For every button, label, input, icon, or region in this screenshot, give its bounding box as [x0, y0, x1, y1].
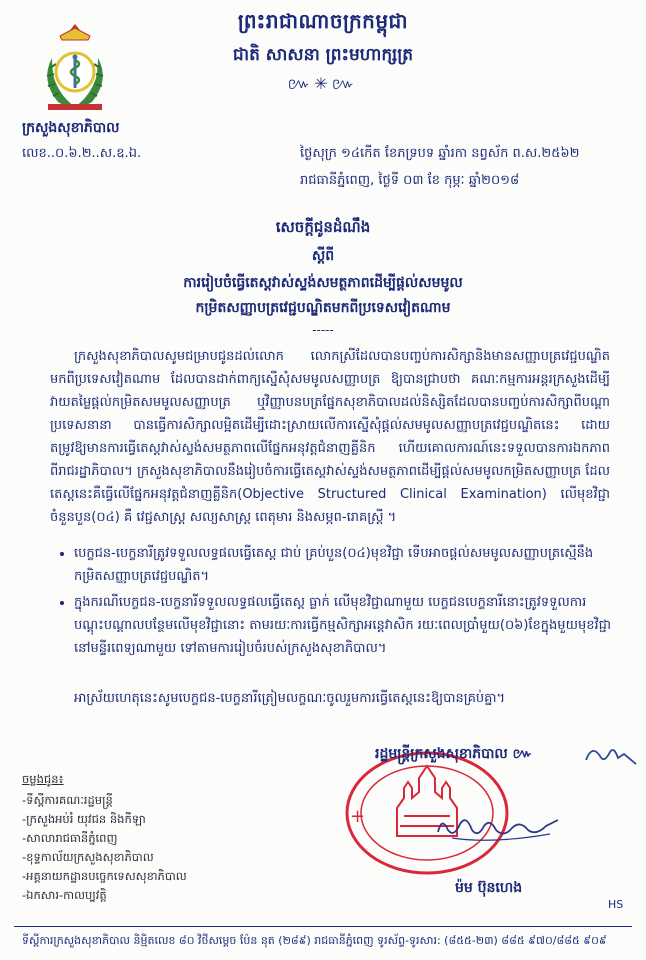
ornament: ៚✳៚	[287, 74, 359, 93]
signer-title	[375, 744, 532, 765]
list-item: -ទីស្តីការគណៈរដ្ឋមន្ត្រី	[22, 793, 113, 807]
ministry-emblem-icon	[30, 18, 120, 118]
list-item: -ក្រសួងអប់រំ យុវជន និងកីឡា	[22, 812, 146, 826]
lunar-date: ថ្ងៃសុក្រ ១៤កើត ខែភទ្របទ ឆ្នាំរកា នព្វស័ក ព.ស.២៥៦២	[300, 146, 580, 161]
kingdom-title: ព្រះរាជាណាចក្រកម្ពុជា	[237, 9, 409, 33]
list-item: • ក្នុងករណីបេក្ខជន-បេក្ខនារីទទួលលទ្ធផលធ្វើតេស្ត ធ្លាក់ លើមុខវិជ្ជាណាមួយ បេក្ខជនបេក្ខនារីនោះត្រូវទទួលការបណ្តុះបណ្តាលបន្ថែមលើមុខវិជ្ជានោះ តាមរយៈការធ្វើកម្មសិក្សាអន្តេវាសិក រយៈពេលប្រាំមួយ(០៦)ខែក្នុងមួយមុខវិជ្ជានៅមន្ទីរពេទ្យណាមួយ ទៅតាមការរៀបចំរបស់ក្រសួងសុខាភិបាល។	[74, 591, 615, 660]
copy-to-list	[22, 770, 187, 905]
signer-name: ម៉ម ប៊ុនហេង	[455, 880, 523, 896]
handwritten-initials: HS	[608, 898, 624, 911]
reference-number: លេខ..០.៦.២..ស.ឧ.ឯ.	[22, 146, 142, 161]
initial-signature	[580, 742, 640, 768]
ministry-logo	[30, 18, 120, 118]
signature-mark-icon	[580, 742, 640, 768]
notice-body	[50, 345, 610, 529]
body-paragraph: ក្រសួងសុខាភិបាលសូមជម្រាបជូនដល់លោក លោកស្រីដែលបានបញ្ចប់ការសិក្សានិងមានសញ្ញាបត្រវេជ្ជបណ្ឌិតមកពីប្រទេសវៀតណាម ដែលបានដាក់ពាក្យស្នើសុំសមមូលសញ្ញាបត្រ ឱ្យបានជ្រាបថា គណៈកម្មការអន្តរក្រសួងដើម្បីវាយតម្លៃផ្តល់កម្រិតសមមូលសញ្ញាបត្រ ឬវិញ្ញាបនបត្រផ្នែកសុខាភិបាលដល់និស្សិតដែលបានបញ្ចប់ការសិក្សាពីបណ្តាប្រទេសនានា បានធ្វើការសិក្សាលម្អិតដើម្បីដោះស្រាយលើការស្នើសុំផ្តល់សមមូលសញ្ញាបត្រវេជ្ជបណ្ឌិតនេះ ដោយតម្រូវឱ្យមានការធ្វើតេស្តវាស់ស្ទង់សមត្ថភាពលើផ្នែកអនុវត្តជំនាញគ្លីនិក ហើយគោលការណ៍នេះទទួលបានការឯកភាពពីរាជរដ្ឋាភិបាល។ ក្រសួងសុខាភិបាលនឹងរៀបចំការធ្វើតេស្តវាស់ស្ទង់សមត្ថភាពដើម្បីផ្តល់សមមូលកម្រិតសញ្ញាបត្រ ដែលតេស្តនេះគឺធ្វើលើផ្នែកអនុវត្តជំនាញគ្លីនិក(Objective Structured Clinical Examination) លើមុខវិជ្ជាចំនួនបួន(០៤) គឺ វេជ្ជសាស្ត្រ សល្យសាស្ត្រ ពេតុមារ និងសម្ភព-រោគស្ត្រី ។	[50, 349, 610, 525]
minister-signature	[432, 808, 572, 848]
signature-icon	[432, 808, 572, 848]
subject-line-1: ការរៀបចំធ្វើតេស្តវាស់ស្ទង់សមត្ថភាពដើម្បីផ្តល់សមមូល	[183, 275, 463, 291]
national-motto: ជាតិ សាសនា ព្រះមហាក្សត្រ	[232, 45, 414, 65]
footer-divider	[14, 926, 632, 927]
closing-sentence: អាស្រ័យហេតុនេះសូមបេក្ខជន-បេក្ខនារីត្រៀមលក្ខណៈចូលរួមការធ្វើតេស្តនេះឱ្យបានគ្រប់គ្នា។	[74, 691, 506, 706]
copy-to-heading: ចម្លងជូន៖	[22, 772, 64, 786]
notice-heading: សេចក្តីជូនដំណឹង	[275, 218, 371, 236]
title-divider: -----	[312, 323, 334, 337]
subject-label: ស្តីពី	[311, 248, 335, 264]
ministry-name: ក្រសួងសុខាភិបាល	[22, 120, 120, 136]
signer-mark: ៚	[512, 746, 533, 762]
list-item: -ឯកសារ-កាលប្បវត្តិ	[22, 888, 107, 902]
signer-title-text: រដ្ឋមន្ត្រីក្រសួងសុខាភិបាល	[375, 746, 508, 762]
document-title	[40, 218, 606, 337]
place-and-date: រាជធានីភ្នំពេញ, ថ្ងៃទី ០៣ ខែ កុម្ភៈ ឆ្នាំ២០១៨	[300, 173, 520, 188]
subject-line-2: កម្រិតសញ្ញាបត្រវេជ្ជបណ្ឌិតមកពីប្រទេសវៀតណាម	[195, 300, 451, 316]
conditions-list	[50, 542, 615, 663]
list-item: -សាលារាជធានីភ្នំពេញ	[22, 831, 118, 845]
list-item: -ខុទ្ទកាល័យក្រសួងសុខាភិបាល	[22, 850, 154, 864]
footer-address: ទីស្តីការក្រសួងសុខាភិបាល និម្មិតលេខ ៨០ វិថីសម្តេច ប៉ែន នុត (២៨៩) រាជធានីភ្នំពេញ ទូរស័ព្ទ-ទូរសារ: (៨៥៥-២៣) ៨៨៥ ៩៧០/៨៨៥ ៩០៩	[22, 934, 607, 947]
list-item: -អគ្គនាយកដ្ឋានបច្ចេកទេសសុខាភិបាល	[22, 869, 187, 883]
svg-text:+: +	[350, 806, 366, 827]
list-item: • បេក្ខជន-បេក្ខនារីត្រូវទទួលលទ្ធផលធ្វើតេស្ត ជាប់ គ្រប់បួន(០៤)មុខវិជ្ជា ទើបអាចផ្តល់សមមូលសញ្ញាបត្រស្មើនឹងកម្រិតសញ្ញាបត្រវេជ្ជបណ្ឌិត។	[74, 542, 615, 588]
